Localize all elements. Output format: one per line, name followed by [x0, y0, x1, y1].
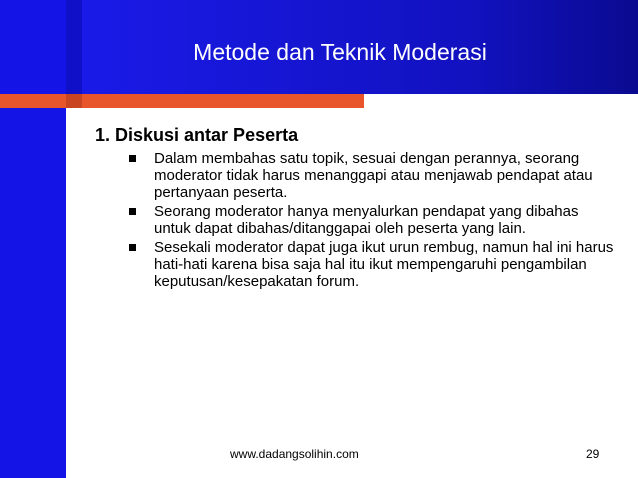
section-heading: 1. Diskusi antar Peserta	[95, 125, 299, 145]
left-blue-bar-edge	[66, 0, 82, 94]
square-bullet-icon	[129, 244, 136, 251]
orange-accent-cap	[66, 94, 82, 108]
square-bullet-icon	[129, 208, 136, 215]
slide-title: Metode dan Teknik Moderasi	[193, 39, 487, 65]
bullet-text: Sesekali moderator dapat juga ikut urun rembug, namun hal ini harus hati-hati karena bisa saja hal itu ikut mempengaruhi pengambilan keputusan/kesepakatan forum.	[154, 239, 614, 290]
footer-url: www.dadangsolihin.com	[230, 447, 359, 461]
square-bullet-icon	[129, 155, 136, 162]
bullet-text: Seorang moderator hanya menyalurkan pendapat yang dibahas untuk dapat dibahas/ditanggapai oleh peserta yang lain.	[154, 203, 579, 237]
orange-accent-bar	[0, 94, 364, 108]
bullet-text: Dalam membahas satu topik, sesuai dengan perannya, seorang moderator tidak harus menanggapi atau menjawab pendapat atau pertanyaan peserta.	[154, 150, 593, 201]
bullet-item	[121, 239, 615, 290]
bullet-item	[121, 150, 615, 201]
slide-content	[95, 124, 615, 292]
bullet-list	[95, 150, 615, 290]
left-blue-bar	[0, 0, 66, 478]
bullet-item	[121, 203, 615, 237]
page-number: 29	[586, 447, 600, 461]
